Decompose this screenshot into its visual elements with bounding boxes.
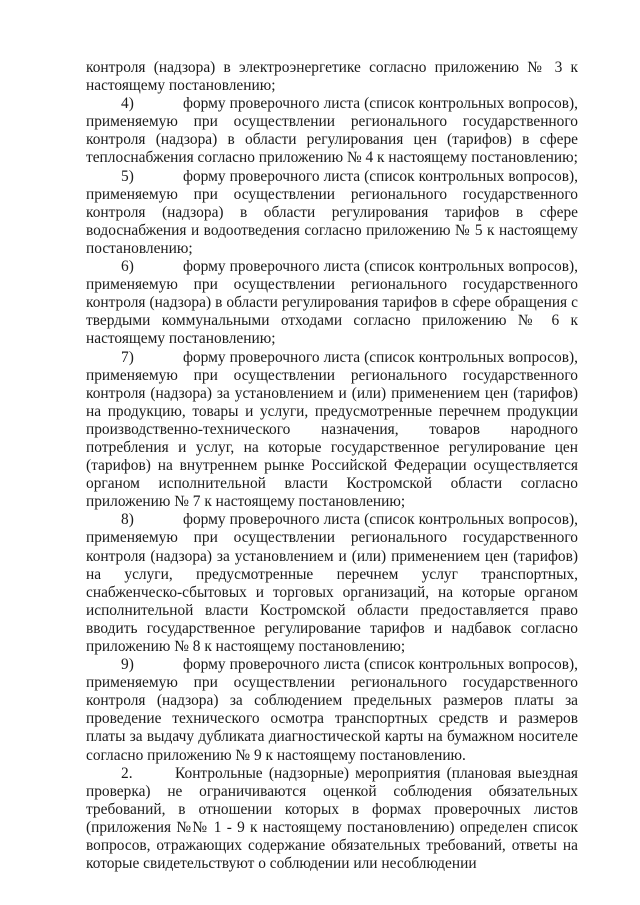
paragraph-continuation — [86, 59, 578, 95]
list-item-6 — [86, 258, 578, 348]
item-text: форму проверочного листа (список контрольных вопросов), применяемую при осуществлении регионального государственного контроля (надзора) в области регулирования тарифов в сфере обращения с твердыми коммунальными отходами согласно приложению № 6 к настоящему постановлению; — [86, 258, 578, 348]
item-number: 6) — [121, 258, 134, 276]
section-text: Контрольные (надзорные) мероприятия (плановая выездная проверка) не ограничиваются оценкой соблюдения обязательных требований, в отношении которых в формах проверочных листов (приложения №№ 1 - 9 к настоящему постановлению) определен список вопросов, отражающих содержание обязательных требований, ответы на которые свидетельствуют о соблюдении или несоблюдении — [86, 764, 578, 873]
item-text: форму проверочного листа (список контрольных вопросов), применяемую при осуществлении регионального государственного контроля (надзора) за установлением и (или) применением цен (тарифов) на услуги, предусмотренные перечнем услуг транспортных, снабженческо-сбытовых и торговых организаций, на которые органом исполнительной власти Костромской области предоставляется право вводить государственное регулирование тарифов и надбавок согласно приложению № 8 к настоящему постановлению; — [86, 511, 578, 655]
item-text: форму проверочного листа (список контрольных вопросов), применяемую при осуществлении регионального государственного контроля (надзора) в области регулирования цен (тарифов) в сфере теплоснабжения согласно приложению № 4 к настоящему постановлению; — [86, 95, 578, 167]
section-2-paragraph — [86, 765, 578, 874]
item-text: форму проверочного листа (список контрольных вопросов), применяемую при осуществлении регионального государственного контроля (надзора) в области регулирования тарифов в сфере водоснабжения и водоотведения согласно приложению № 5 к настоящему постановлению; — [86, 167, 578, 257]
list-item-4 — [86, 95, 578, 167]
item-number: 4) — [121, 95, 134, 113]
section-number: 2. — [121, 764, 133, 782]
paragraph-text: контроля (надзора) в электроэнергетике согласно приложению № 3 к настоящему постановлению; — [86, 59, 578, 95]
item-number: 8) — [121, 511, 134, 529]
item-number: 9) — [121, 656, 134, 674]
item-number: 5) — [121, 167, 134, 185]
list-item-5 — [86, 168, 578, 258]
list-item-7 — [86, 349, 578, 512]
item-number: 7) — [121, 348, 134, 366]
item-text: форму проверочного листа (список контрольных вопросов), применяемую при осуществлении регионального государственного контроля (надзора) за соблюдением предельных размеров платы за проведение технического осмотра транспортных средств и размеров платы за выдачу дубликата диагностической карты на бумажном носителе согласно приложению № 9 к настоящему постановлению. — [86, 656, 578, 764]
list-item-9 — [86, 656, 578, 765]
item-text: форму проверочного листа (список контрольных вопросов), применяемую при осуществлении регионального государственного контроля (надзора) за установлением и (или) применением цен (тарифов) на продукцию, товары и услуги, предусмотренные перечнем продукции производственно-технического назначения, товаров народного потребления и услуг, на которые государственное регулирование цен (тарифов) на внутреннем рынке Российской Федерации осуществляется органом исполнительной власти Костромской области согласно приложению № 7 к настоящему постановлению; — [86, 348, 578, 511]
list-item-8 — [86, 511, 578, 656]
document-page — [86, 59, 578, 873]
